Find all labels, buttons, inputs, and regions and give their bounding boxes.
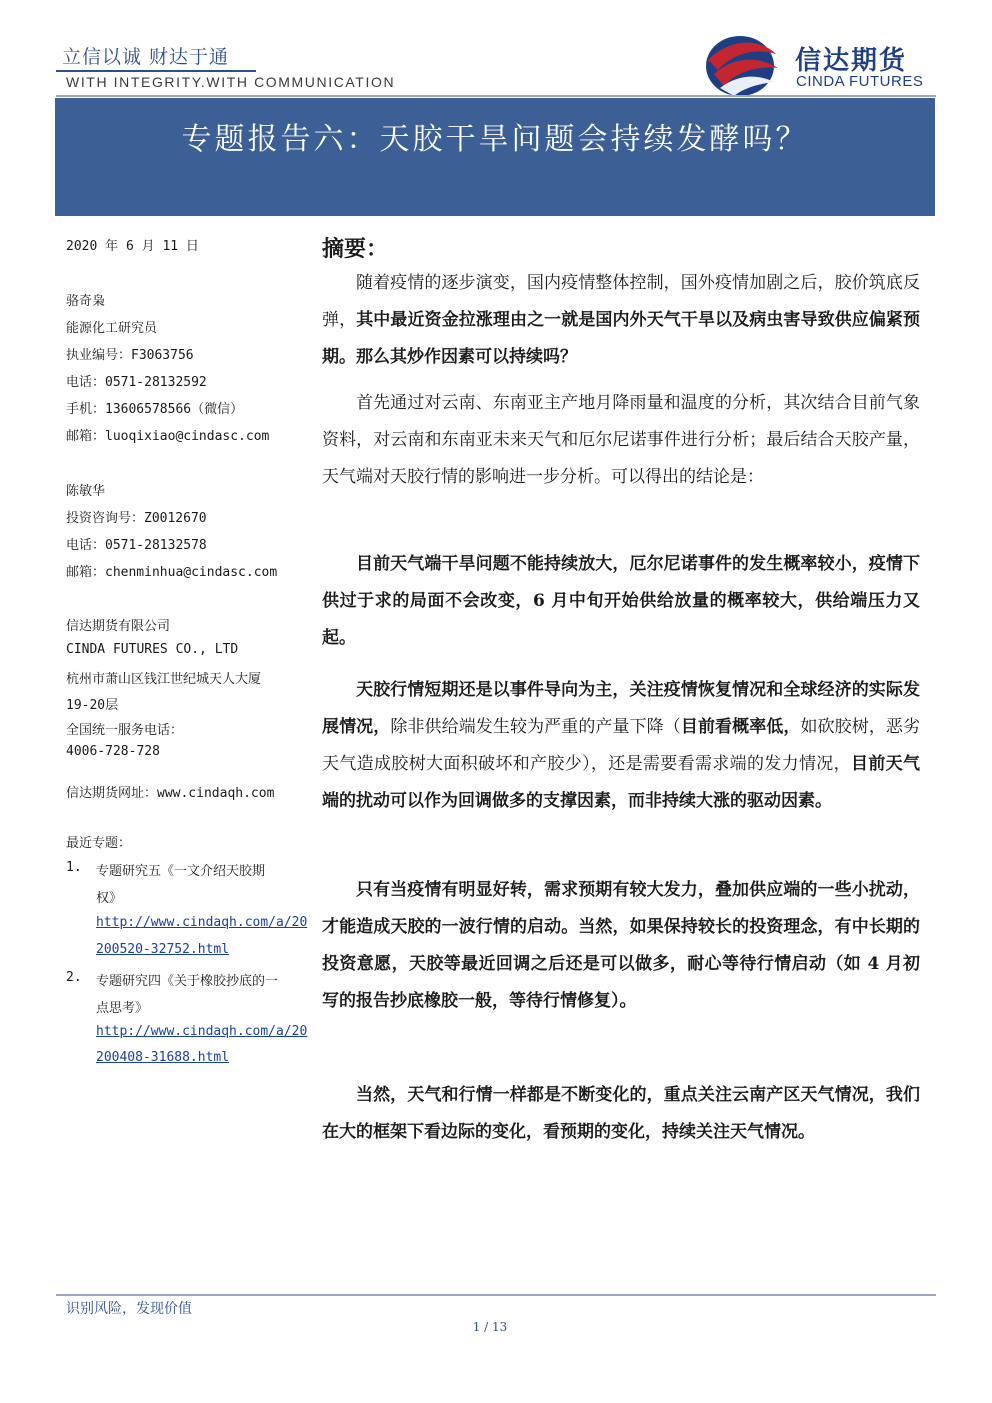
p4-text-b: 除非供给端发生较为严重的产量下降（ xyxy=(390,717,681,737)
analyst1-license: 执业编号：F3063756 xyxy=(66,348,194,363)
footer-divider xyxy=(56,1294,936,1296)
footer-tagline: 识别风险，发现价值 xyxy=(66,1301,192,1317)
slogan-cn: 立信以诚 财达于通 xyxy=(62,46,230,68)
abstract-heading: 摘要： xyxy=(322,236,389,262)
recent-item-2-number: 2. xyxy=(66,970,82,985)
company-address-2: 19-20层 xyxy=(66,698,119,713)
analyst1-name: 骆奇枭 xyxy=(66,294,106,309)
abstract-paragraph-4 xyxy=(322,672,920,820)
slogan-en: WITH INTEGRITY.WITH COMMUNICATION xyxy=(66,74,396,90)
recent-heading: 最近专题： xyxy=(66,836,132,851)
analyst2-name: 陈敏华 xyxy=(66,484,106,499)
abstract-paragraph-2 xyxy=(322,385,920,496)
p5-text: 只有当疫情有明显好转，需求预期有较大发力，叠加供应端的一些小扰动，才能造成天胶的一波行情的启动。当然，如果保持较长的投资理念，有中长期的投资意愿，天胶等最近回调之后还是可以做多，耐心等待行情启动（如 4 月初写的报告抄底橡胶一般，等待行情修复）。 xyxy=(322,880,920,1011)
analyst1-dept: 能源化工研究员 xyxy=(66,321,158,336)
hotline-number: 4006-728-728 xyxy=(66,744,160,759)
recent-item-1-title-line1: 专题研究五《一文介绍天胶期 xyxy=(96,864,266,879)
header-divider xyxy=(56,95,936,97)
p1-bold: 其中最近资金拉涨理由之一就是国内外天气干旱以及病虫害导致供应偏紧预期。那么其炒作因素可以持续吗？ xyxy=(322,310,921,367)
report-date: 2020 年 6 月 11 日 xyxy=(66,239,199,254)
recent-item-2-title-line1: 专题研究四《关于橡胶抄底的一 xyxy=(96,974,279,989)
p4-bold-a: 天胶行情短期还是以事件导向为主，关注疫情恢复情况和全球经济的实际发展情况， xyxy=(322,680,920,737)
abstract-paragraph-1 xyxy=(322,265,920,376)
recent-item-2-title-line2: 点思考》 xyxy=(96,1001,149,1016)
p2-text: 首先通过对云南、东南亚主产地月降雨量和温度的分析，其次结合目前气象资料，对云南和东南亚未来天气和厄尔尼诺事件进行分析；最后结合天胶产量，天气端对天胶行情的影响进一步分析。可以得出的结论是： xyxy=(322,393,920,487)
company-website[interactable]: 信达期货网址：www.cindaqh.com xyxy=(66,786,275,801)
abstract-paragraph-3 xyxy=(322,546,920,657)
analyst2-license: 投资咨询号：Z0012670 xyxy=(66,511,207,526)
recent-item-1-number: 1. xyxy=(66,860,82,875)
company-address-1: 杭州市萧山区钱江世纪城天人大厦 xyxy=(66,672,262,687)
analyst1-mobile: 手机：13606578566（微信） xyxy=(66,402,244,417)
company-name-cn: 信达期货有限公司 xyxy=(66,619,171,634)
recent-item-2-link-line2[interactable]: 200408-31688.html xyxy=(96,1050,230,1065)
recent-item-1-title-line2: 权》 xyxy=(96,891,123,906)
logo-text-cn: 信达期货 xyxy=(795,46,908,76)
p1-text: 随着疫情的逐步演变，国内疫情整体控制，国外疫情加剧之后，胶价筑底反弹， xyxy=(322,273,920,330)
p4-bold-c: 目前看概率低， xyxy=(680,717,801,737)
report-title: 专题报告六：天胶干旱问题会持续发酵吗？ xyxy=(181,122,809,157)
p3-text: 目前天气端干旱问题不能持续放大，厄尔尼诺事件的发生概率较小，疫情下供过于求的局面不会改变，6 月中旬开始供给放量的概率较大，供给端压力又起。 xyxy=(322,554,920,648)
hotline-label: 全国统一服务电话： xyxy=(66,723,184,738)
abstract-paragraph-6 xyxy=(322,1077,920,1151)
company-name-en: CINDA FUTURES CO., LTD xyxy=(66,642,239,657)
slogan-underline xyxy=(56,70,256,72)
abstract-paragraph-5 xyxy=(322,872,920,1020)
analyst1-email[interactable]: 邮箱：luoqixiao@cindasc.com xyxy=(66,429,270,444)
page-number: 1 / 13 xyxy=(472,1320,508,1334)
p6-text: 当然，天气和行情一样都是不断变化的，重点关注云南产区天气情况，我们在大的框架下看边际的变化，看预期的变化，持续关注天气情况。 xyxy=(322,1085,920,1142)
analyst1-phone: 电话：0571-28132592 xyxy=(66,375,207,390)
logo-text-en: CINDA FUTURES xyxy=(796,73,924,90)
recent-item-2-link-line1[interactable]: http://www.cindaqh.com/a/20 xyxy=(96,1024,308,1039)
p4-bold-e: 目前天气端的扰动可以作为回调做多的支撑因素，而非持续大涨的驱动因素。 xyxy=(322,754,920,811)
p4-text-d: 如砍胶树，恶劣天气造成胶树大面积破坏和产胶少），还是需要看需求端的发力情况， xyxy=(322,717,921,774)
analyst2-email[interactable]: 邮箱：chenminhua@cindasc.com xyxy=(66,565,278,580)
recent-item-1-link-line1[interactable]: http://www.cindaqh.com/a/20 xyxy=(96,915,308,930)
analyst2-phone: 电话：0571-28132578 xyxy=(66,538,207,553)
recent-item-1-link-line2[interactable]: 200520-32752.html xyxy=(96,942,230,957)
